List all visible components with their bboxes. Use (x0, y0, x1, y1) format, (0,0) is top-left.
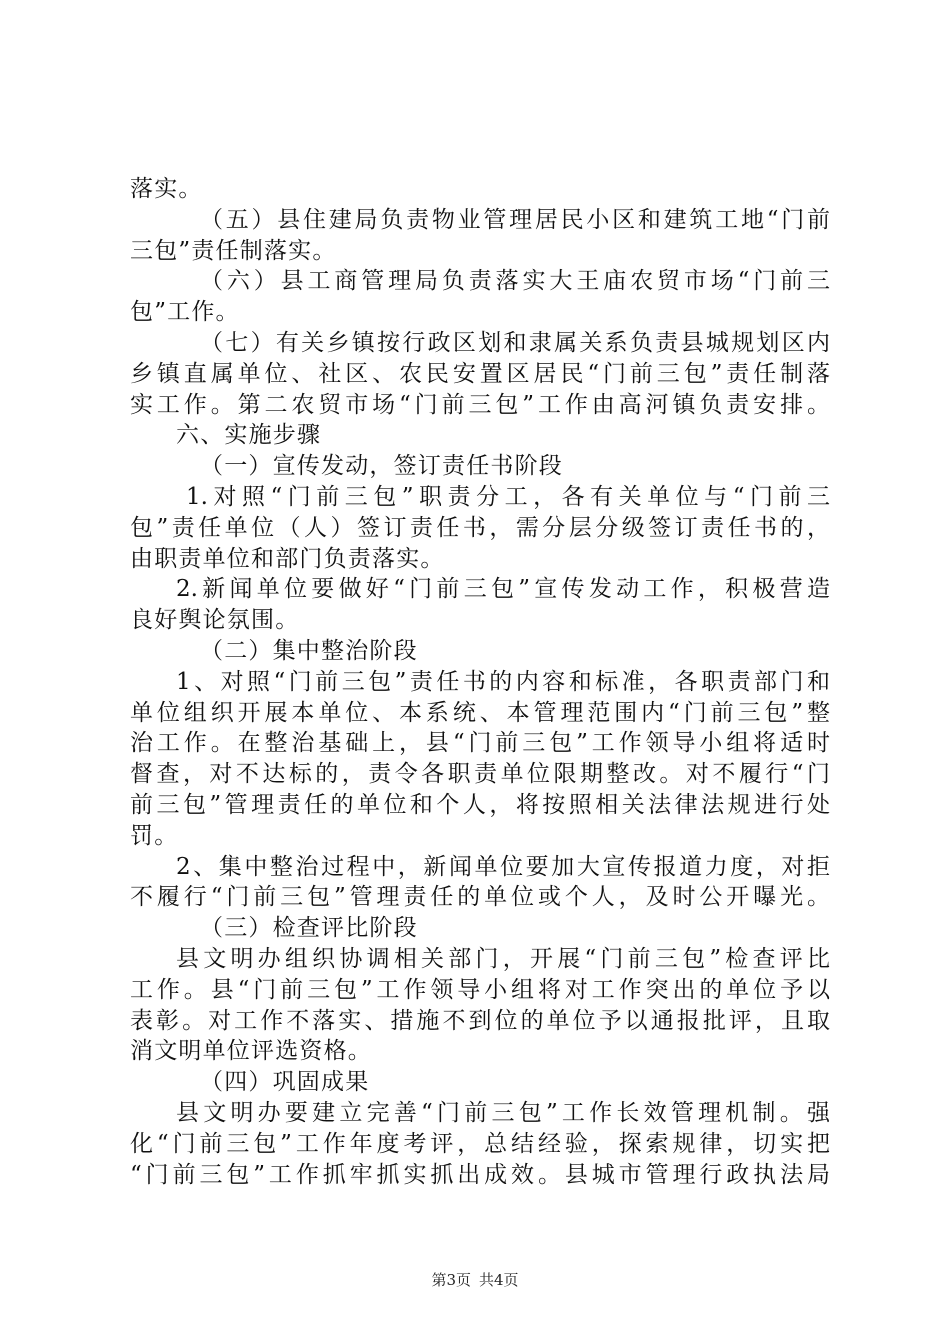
text-line: 化“门前三包”工作年度考评，总结经验，探索规律，切实把 (130, 1130, 830, 1157)
text-line: 工作。县“门前三包”工作领导小组将对工作突出的单位予以 (130, 976, 830, 1003)
text-line: 治工作。在整治基础上，县“门前三包”工作领导小组将适时 (130, 730, 830, 757)
text-line: 县文明办组织协调相关部门，开展“门前三包”检查评比 (176, 945, 830, 972)
text-line: 罚。 (130, 822, 179, 849)
text-line: 六、实施步骤 (176, 422, 322, 449)
text-line: “门前三包”工作抓牢抓实抓出成效。县城市管理行政执法局 (130, 1161, 830, 1188)
page-footer (0, 1270, 950, 1290)
document-body (130, 174, 830, 1190)
text-line: 乡镇直属单位、社区、农民安置区居民“门前三包”责任制落 (130, 360, 830, 387)
text-line: 良好舆论氛围。 (130, 607, 300, 634)
text-line: 不履行“门前三包”管理责任的单位或个人，及时公开曝光。 (130, 884, 830, 911)
text-line: 1.对照“门前三包”职责分工，各有关单位与“门前三 (186, 483, 830, 510)
text-line: （一）宣传发动，签订责任书阶段 (200, 453, 563, 480)
text-line: 前三包”管理责任的单位和个人，将按照相关法律法规进行处 (130, 791, 830, 818)
text-line: 三包”责任制落实。 (130, 237, 337, 264)
text-line: 包”责任单位（人）签订责任书，需分层分级签订责任书的， (130, 514, 830, 541)
text-line: （六）县工商管理局负责落实大王庙农贸市场“门前三 (200, 268, 830, 295)
text-line: 1、对照“门前三包”责任书的内容和标准，各职责部门和 (176, 668, 830, 695)
text-line: 督查，对不达标的，责令各职责单位限期整改。对不履行“门 (130, 761, 830, 788)
text-line: 县文明办要建立完善“门前三包”工作长效管理机制。强 (176, 1099, 830, 1126)
text-line: 2.新闻单位要做好“门前三包”宣传发动工作，积极营造 (176, 576, 830, 603)
page-number: 第3页 (431, 1271, 471, 1289)
page-total: 共4页 (479, 1271, 519, 1289)
text-line: （七）有关乡镇按行政区划和隶属关系负责县城规划区内 (200, 329, 830, 356)
text-line: （五）县住建局负责物业管理居民小区和建筑工地“门前 (200, 206, 830, 233)
text-line: 落实。 (130, 176, 203, 202)
text-line: （二）集中整治阶段 (200, 637, 418, 664)
text-line: 单位组织开展本单位、本系统、本管理范围内“门前三包”整 (130, 699, 830, 726)
text-line: 表彰。对工作不落实、措施不到位的单位予以通报批评，且取 (130, 1007, 830, 1034)
text-line: （三）检查评比阶段 (200, 915, 418, 942)
text-line: 2、集中整治过程中，新闻单位要加大宣传报道力度，对拒 (176, 853, 830, 880)
text-line: 包”工作。 (130, 299, 240, 326)
text-line: 实工作。第二农贸市场“门前三包”工作由高河镇负责安排。 (130, 391, 830, 418)
text-line: 消文明单位评选资格。 (130, 1038, 372, 1065)
text-line: 由职责单位和部门负责落实。 (130, 545, 445, 572)
text-line: （四）巩固成果 (200, 1069, 370, 1096)
